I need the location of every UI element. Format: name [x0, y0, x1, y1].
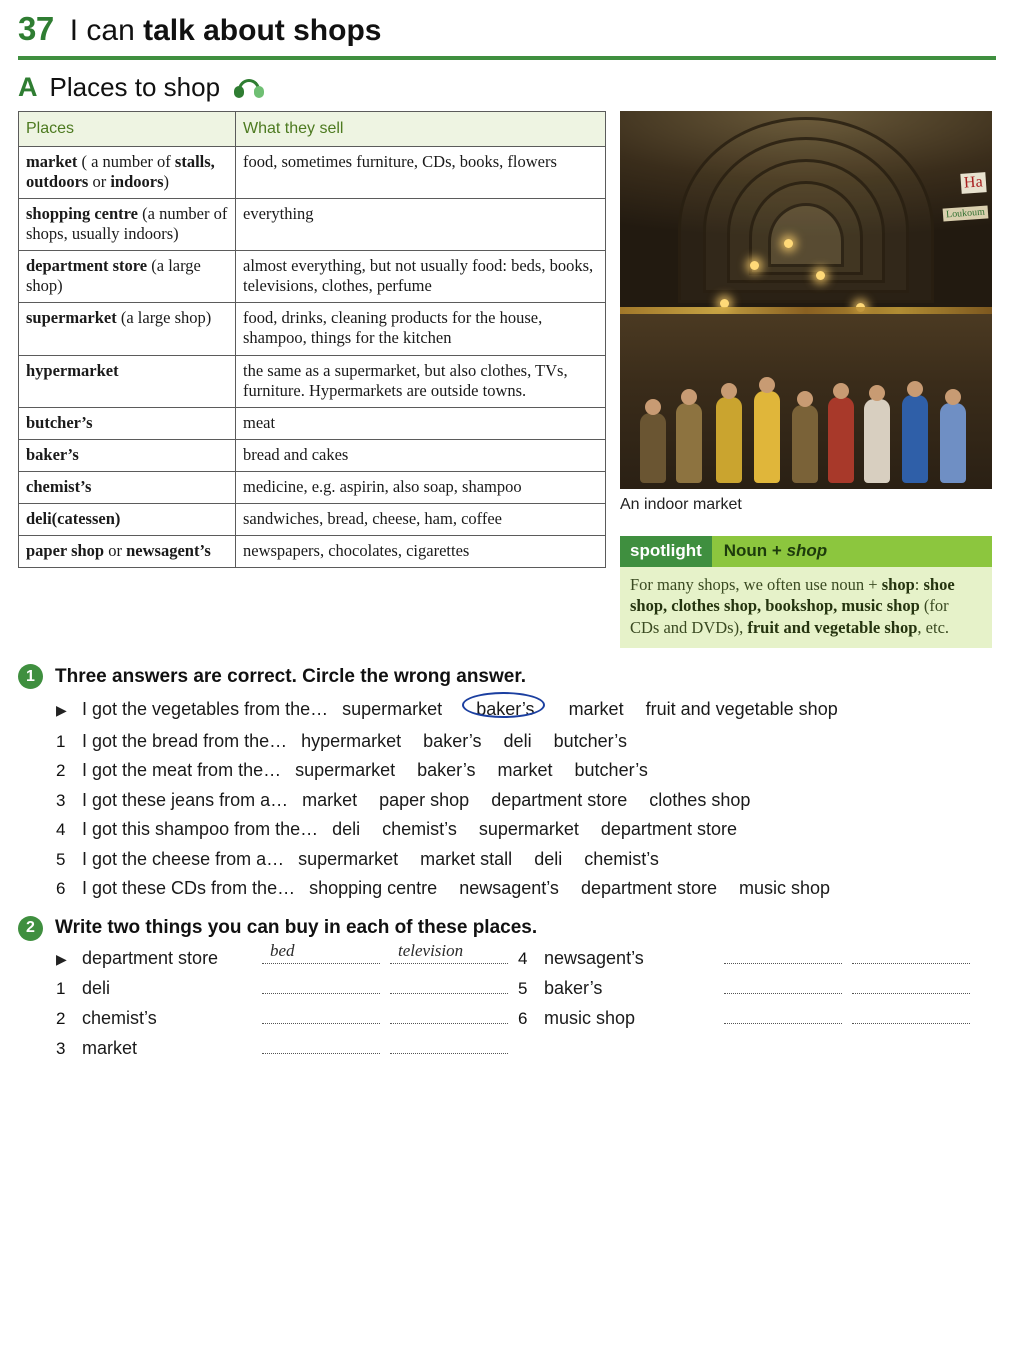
- answer-blank[interactable]: [724, 978, 842, 994]
- answer-blank[interactable]: [262, 940, 380, 964]
- option-choice[interactable]: department store: [491, 789, 628, 810]
- exercise-2-left-column: [56, 940, 518, 1068]
- table-row: [19, 355, 606, 407]
- photo-caption: An indoor market: [620, 496, 742, 513]
- option-choice[interactable]: butcher’s: [574, 760, 648, 781]
- table-row: [19, 439, 606, 471]
- spotlight-header: [620, 536, 992, 567]
- answer-blank[interactable]: [852, 948, 970, 964]
- place-supermarket: supermarket (a large shop): [19, 303, 236, 355]
- sell-paper-shop: newspapers, chocolates, cigarettes: [236, 536, 606, 568]
- exercise-2-grid: [18, 940, 996, 1068]
- option-choice[interactable]: fruit and vegetable shop: [645, 699, 838, 720]
- answer-blank[interactable]: [390, 1038, 508, 1054]
- option-choice[interactable]: deli: [332, 819, 361, 840]
- row-prompt: I got this shampoo from the…: [82, 819, 319, 840]
- answer-blank[interactable]: [390, 978, 508, 994]
- answer-blank[interactable]: [390, 940, 508, 964]
- option-choice[interactable]: market: [302, 789, 358, 810]
- exercise-2-number: 2: [18, 916, 43, 941]
- handwritten-answer: television: [398, 940, 464, 960]
- table-row: [19, 407, 606, 439]
- option-choice[interactable]: newsagent’s: [459, 878, 559, 899]
- sell-deli: sandwiches, bread, cheese, ham, coffee: [236, 504, 606, 536]
- sell-hypermarket: the same as a supermarket, but also clothes, TVs, furniture. Hypermarkets are outside towns.: [236, 355, 606, 407]
- option-choice[interactable]: deli: [534, 848, 563, 869]
- sell-shopping-centre: everything: [236, 198, 606, 250]
- option-choice[interactable]: supermarket: [298, 848, 399, 869]
- spotlight-label: spotlight: [620, 536, 712, 567]
- option-choice[interactable]: chemist’s: [584, 848, 659, 869]
- answer-blank[interactable]: [262, 1008, 380, 1024]
- col-header-places: Places: [19, 112, 236, 147]
- option-choice[interactable]: supermarket: [295, 760, 396, 781]
- section-a-content: [0, 111, 1014, 648]
- place-shopping-centre: shopping centre (a number of shops, usually indoors): [19, 198, 236, 250]
- row-marker: 3: [56, 790, 66, 810]
- list-item: [56, 978, 518, 999]
- exercise-2-title: Write two things you can buy in each of these places.: [55, 917, 538, 939]
- table-row: [19, 303, 606, 355]
- shops-table: [18, 111, 606, 568]
- option-choice[interactable]: paper shop: [379, 789, 470, 810]
- row-prompt: I got the cheese from a…: [82, 848, 285, 869]
- list-item: [56, 1008, 518, 1029]
- place-department-store: department store (a large shop): [19, 251, 236, 303]
- list-item: [56, 789, 996, 812]
- place-label: newsagent’s: [544, 947, 644, 968]
- place-label: market: [82, 1037, 138, 1058]
- list-item: [56, 730, 996, 753]
- sell-bakers: bread and cakes: [236, 439, 606, 471]
- row-marker: 2: [56, 1008, 66, 1028]
- answer-blank[interactable]: [390, 1008, 508, 1024]
- place-label: music shop: [544, 1007, 636, 1028]
- photo-sign-loukoum: Loukoum: [943, 205, 989, 221]
- indoor-market-photo: [620, 111, 992, 489]
- row-marker: 1: [56, 978, 66, 998]
- option-choice[interactable]: baker’s: [417, 760, 476, 781]
- option-choice[interactable]: department store: [600, 819, 737, 840]
- list-item: [56, 877, 996, 900]
- row-marker: 2: [56, 761, 66, 781]
- row-prompt: I got the bread from the…: [82, 730, 288, 751]
- row-prompt: I got these jeans from a…: [82, 789, 289, 810]
- exercise-2: [0, 916, 1014, 1068]
- handwritten-answer: bed: [270, 940, 295, 960]
- unit-title-bold: talk about shops: [143, 14, 382, 47]
- exercise-1-rows: [18, 696, 996, 900]
- shops-table-wrapper: [18, 111, 606, 568]
- place-chemists: chemist’s: [19, 472, 236, 504]
- row-prompt: I got these CDs from the…: [82, 878, 296, 899]
- section-a-header: [0, 60, 1014, 111]
- list-item: [518, 948, 980, 969]
- list-item: [56, 848, 996, 871]
- option-choice[interactable]: music shop: [739, 878, 831, 899]
- answer-blank[interactable]: [724, 948, 842, 964]
- spotlight-box: [620, 536, 992, 648]
- row-marker: 1: [56, 731, 66, 751]
- row-marker: 6: [518, 1008, 528, 1028]
- table-row: [19, 251, 606, 303]
- unit-number: 37: [18, 10, 54, 47]
- place-paper-shop: paper shop or newsagent’s: [19, 536, 236, 568]
- row-prompt: I got the meat from the…: [82, 760, 282, 781]
- option-choice[interactable]: shopping centre: [309, 878, 438, 899]
- answer-blank[interactable]: [852, 1008, 970, 1024]
- sell-market: food, sometimes furniture, CDs, books, flowers: [236, 146, 606, 198]
- row-marker: 3: [56, 1038, 66, 1058]
- table-header-row: [19, 112, 606, 147]
- sell-supermarket: food, drinks, cleaning products for the house, shampoo, things for the kitchen: [236, 303, 606, 355]
- table-row: [19, 472, 606, 504]
- row-marker: 4: [56, 820, 66, 840]
- answer-blank[interactable]: [852, 978, 970, 994]
- answer-blank[interactable]: [724, 1008, 842, 1024]
- spotlight-topic: Noun + shop: [712, 536, 992, 567]
- list-item: [56, 1038, 518, 1059]
- place-market: market ( a number of stalls, outdoors or indoors): [19, 146, 236, 198]
- section-letter: A: [18, 72, 38, 102]
- list-item: [56, 759, 996, 782]
- answer-blank[interactable]: [262, 978, 380, 994]
- exercise-1-header: [18, 664, 996, 689]
- option-choice[interactable]: baker’s: [423, 730, 482, 751]
- option-choice[interactable]: supermarket: [342, 699, 443, 720]
- list-item: [56, 818, 996, 841]
- unit-header: [0, 0, 1014, 50]
- option-choice[interactable]: supermarket: [478, 819, 579, 840]
- option-choice[interactable]: market: [568, 699, 624, 720]
- row-prompt: I got the vegetables from the…: [82, 699, 329, 720]
- row-marker: ▶: [56, 950, 67, 967]
- table-row: [19, 198, 606, 250]
- section-title: Places to shop: [49, 72, 221, 102]
- list-item: [56, 696, 996, 723]
- place-label: baker’s: [544, 977, 603, 998]
- list-item: [56, 940, 518, 969]
- table-row: [19, 504, 606, 536]
- col-header-what-they-sell: What they sell: [236, 112, 606, 147]
- unit-title-plain: I can: [69, 14, 144, 47]
- option-choice[interactable]: market stall: [420, 848, 513, 869]
- answer-blank[interactable]: [262, 1038, 380, 1054]
- option-choice[interactable]: department store: [580, 878, 718, 899]
- option-choice[interactable]: clothes shop: [649, 789, 751, 810]
- spotlight-body: For many shops, we often use noun + shop: shoe shop, clothes shop, bookshop, music shop (for CDs and DVDs), fruit and vegetable shop, etc.: [620, 567, 992, 648]
- exercise-2-header: [18, 916, 996, 941]
- list-item: [518, 1008, 980, 1029]
- option-choice[interactable]: chemist’s: [382, 819, 457, 840]
- place-hypermarket: hypermarket: [19, 355, 236, 407]
- side-column: [620, 111, 992, 648]
- row-marker: 6: [56, 879, 66, 899]
- sell-department-store: almost everything, but not usually food: beds, books, televisions, clothes, perfume: [236, 251, 606, 303]
- option-choice[interactable]: deli: [503, 730, 532, 751]
- page-title: [70, 14, 382, 48]
- headphones-icon: [232, 77, 266, 99]
- place-bakers: baker’s: [19, 439, 236, 471]
- photo-sign-ha: Ha: [961, 172, 987, 194]
- place-label: deli: [82, 977, 111, 998]
- table-row: [19, 146, 606, 198]
- option-choice[interactable]: butcher’s: [553, 730, 627, 751]
- row-marker: 5: [518, 978, 528, 998]
- exercise-1-title: Three answers are correct. Circle the wrong answer.: [55, 665, 526, 687]
- place-deli: deli(catessen): [19, 504, 236, 536]
- sell-butchers: meat: [236, 407, 606, 439]
- option-choice-circled[interactable]: baker’s: [464, 696, 546, 723]
- place-label: chemist’s: [82, 1007, 157, 1028]
- exercise-1: [0, 664, 1014, 900]
- exercise-1-number: 1: [18, 664, 43, 689]
- place-label: department store: [82, 947, 219, 968]
- place-butchers: butcher’s: [19, 407, 236, 439]
- option-choice[interactable]: market: [497, 760, 553, 781]
- sell-chemists: medicine, e.g. aspirin, also soap, shampoo: [236, 472, 606, 504]
- row-marker: 4: [518, 948, 528, 968]
- row-marker: ▶: [56, 702, 67, 719]
- list-item: [518, 978, 980, 999]
- row-marker: 5: [56, 849, 66, 869]
- exercise-2-right-column: [518, 948, 980, 1068]
- table-row: [19, 536, 606, 568]
- option-choice[interactable]: hypermarket: [301, 730, 402, 751]
